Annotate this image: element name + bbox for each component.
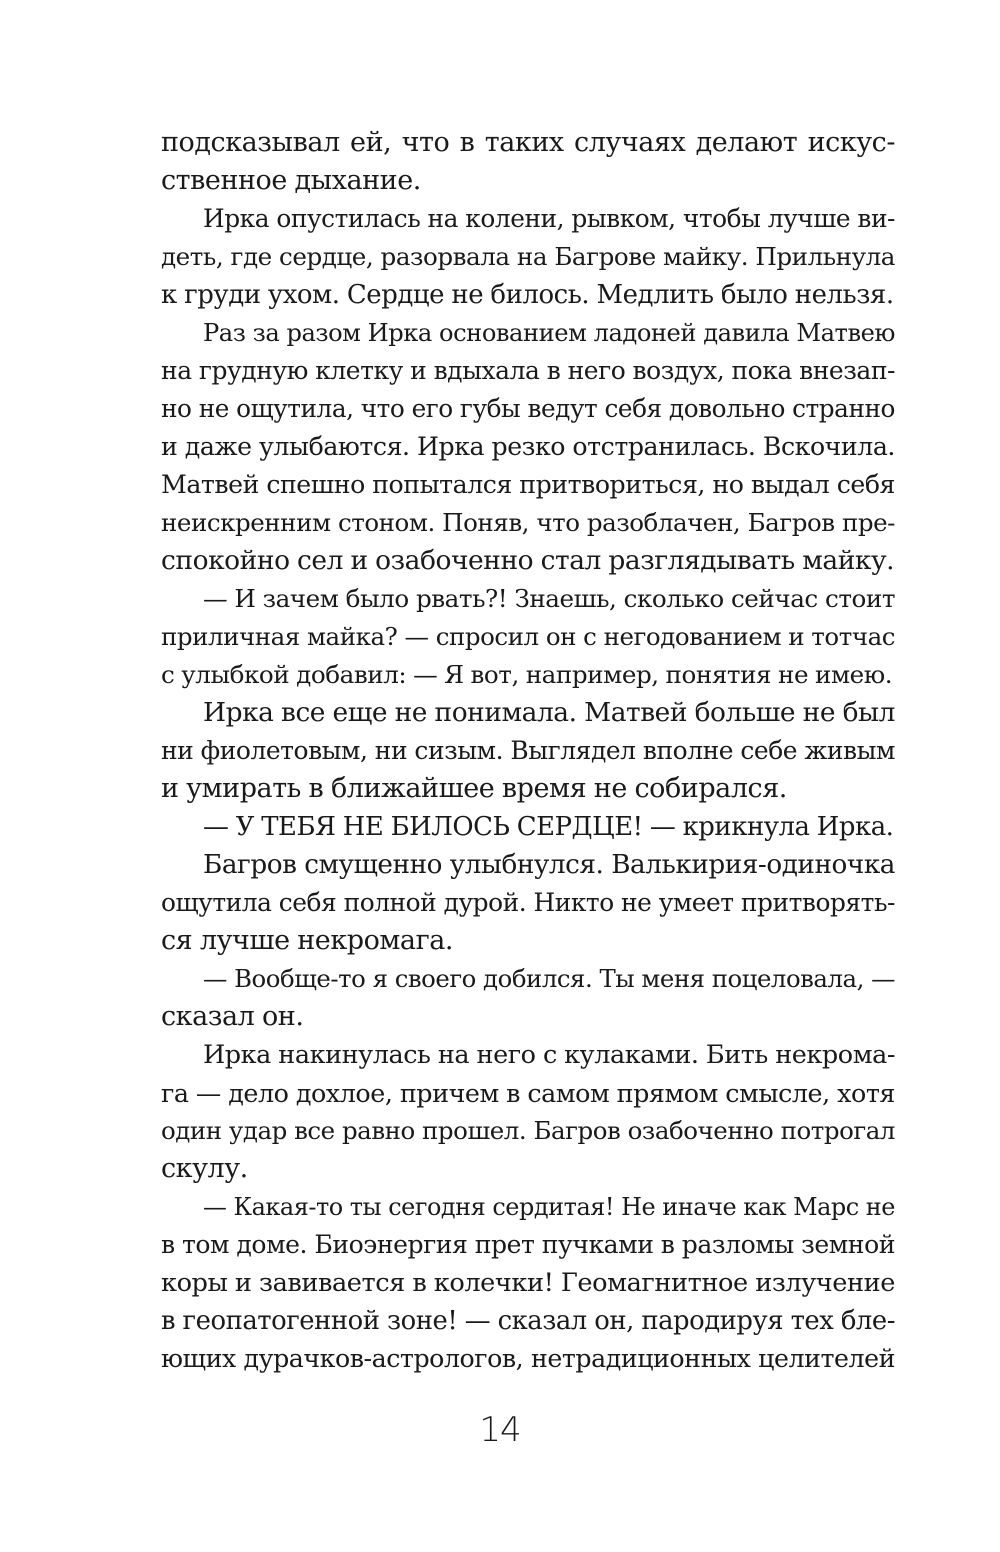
text-line: с улыбкой добавил: — Я вот, например, понятия не имею. <box>161 660 893 689</box>
text-line: неискренним стоном. Поняв, что разоблачен, Багров пре- <box>161 508 895 537</box>
text-line: но не ощутила, что его губы ведут себя довольно странно <box>161 394 895 423</box>
page-number: 14 <box>479 1410 521 1450</box>
text-line: Ирка накинулась на него с кулаками. Бить некрома- <box>203 1040 895 1070</box>
text-line: сказал он. <box>161 1001 304 1032</box>
text-line: ощутила себя полной дурой. Никто не умеет притворять- <box>161 888 895 917</box>
text-line: и умирать в ближайшее время не собирался. <box>161 773 787 804</box>
text-line: — Вообще-то я своего добился. Ты меня поцеловала, — <box>203 964 895 993</box>
text-line: Раз за разом Ирка основанием ладоней давила Матвею <box>203 319 895 347</box>
text-line: — У ТЕБЯ НЕ БИЛОСЬ СЕРДЦЕ! — крикнула Ирка. <box>203 812 894 842</box>
text-line: Матвей спешно попытался притвориться, но выдал себя <box>161 470 895 499</box>
text-line: ющих дурачков-астрологов, нетрадиционных целителей <box>161 1344 895 1373</box>
text-line: в том доме. Биоэнергия прет пучками в разломы земной <box>161 1230 895 1259</box>
text-line: ся лучше некромага. <box>161 925 454 956</box>
text-line: коры и завивается в колечки! Геомагнитное излучение <box>161 1268 895 1298</box>
text-line: и даже улыбаются. Ирка резко отстранилась. Вскочила. <box>161 432 895 461</box>
text-line: Багров смущенно улыбнулся. Валькирия-одиночка <box>203 850 895 880</box>
text-line: в геопатогенной зоне! — сказал он, пародируя тех бле- <box>161 1306 895 1336</box>
text-line: один удар все равно прошел. Багров озабоченно потрогал <box>161 1116 895 1145</box>
text-line: спокойно сел и озабоченно стал разглядывать майку. <box>161 545 895 576</box>
text-line: Ирка все еще не понимала. Матвей больше не был <box>203 697 895 728</box>
text-line: ни фиолетовым, ни сизым. Выглядел вполне себе живым <box>161 736 895 765</box>
text-line: скулу. <box>161 1153 248 1184</box>
text-line: ственное дыхание. <box>161 165 421 196</box>
text-line: на грудную клетку и вдыхала в него воздух, пока внезап- <box>161 356 895 385</box>
text-line: — Какая-то ты сегодня сердитая! Не иначе как Марс не <box>203 1193 895 1221</box>
text-line: деть, где сердце, разорвала на Багрове майку. Прильнула <box>161 242 895 271</box>
text-line: к груди ухом. Сердце не билось. Медлить было нельзя. <box>161 280 894 310</box>
text-line: приличная майка? — спросил он с негодованием и тотчас <box>161 622 895 651</box>
page-body <box>161 124 895 1378</box>
text-line: Ирка опустилась на колени, рывком, чтобы лучше ви- <box>203 204 895 233</box>
text-line: га — дело дохлое, причем в самом прямом смысле, хотя <box>161 1078 895 1108</box>
text-line: — И зачем было рвать?! Знаешь, сколько сейчас стоит <box>203 584 895 613</box>
text-line: подсказывал ей, что в таких случаях делают искус- <box>161 127 895 158</box>
